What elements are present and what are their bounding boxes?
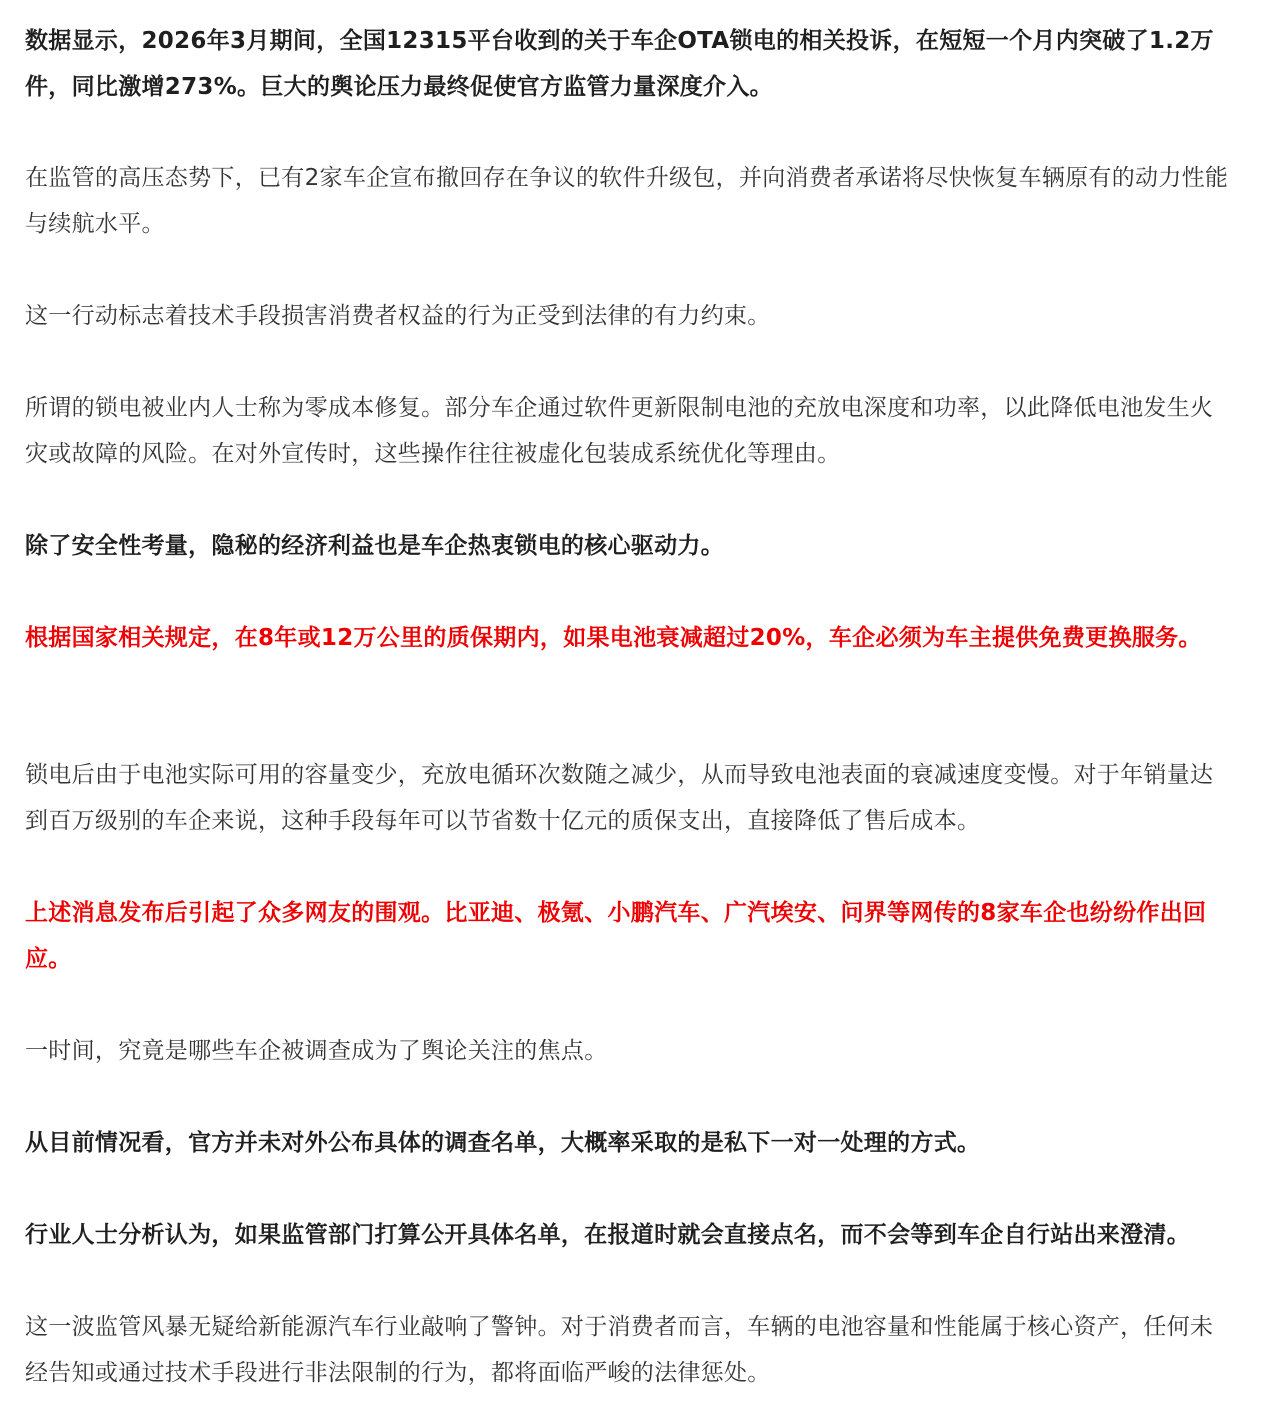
- paragraph-warranty-regulation: 根据国家相关规定，在8年或12万公里的质保期内，如果电池衰减超过20%，车企必须为车主提供免费更换服务。: [25, 625, 1202, 651]
- paragraph-investigation-list: 从目前情况看，官方并未对外公布具体的调查名单，大概率采取的是私下一对一处理的方式。: [25, 1130, 981, 1156]
- paragraph-conclusion: 这一波监管风暴无疑给新能源汽车行业敲响了警钟。对于消费者而言，车辆的电池容量和性能属于核心资产，任何未经告知或通过技术手段进行非法限制的行为，都将面临严峻的法律惩处。: [25, 1314, 1214, 1386]
- paragraph-complaint-statistics: 数据显示，2026年3月期间，全国12315平台收到的关于车企OTA锁电的相关投诉，在短短一个月内突破了1.2万件，同比激增273%。巨大的舆论压力最终促使官方监管力量深度介入。: [25, 28, 1214, 100]
- paragraph-lock-battery-explanation: 所谓的锁电被业内人士称为零成本修复。部分车企通过软件更新限制电池的充放电深度和功率，以此降低电池发生火灾或故障的风险。在对外宣传时，这些操作往往被虚化包装成系统优化等理由。: [25, 395, 1214, 467]
- paragraph-public-focus: 一时间，究竟是哪些车企被调查成为了舆论关注的焦点。: [25, 1038, 608, 1064]
- paragraph-automaker-responses: 上述消息发布后引起了众多网友的围观。比亚迪、极氪、小鹏汽车、广汽埃安、问界等网传的8家车企也纷纷作出回应。: [25, 900, 1207, 972]
- paragraph-industry-analysis: 行业人士分析认为，如果监管部门打算公开具体名单，在报道时就会直接点名，而不会等到车企自行站出来澄清。: [25, 1222, 1190, 1248]
- paragraph-economic-motive: 除了安全性考量，隐秘的经济利益也是车企热衷锁电的核心驱动力。: [25, 533, 724, 559]
- paragraph-legal-constraint: 这一行动标志着技术手段损害消费者权益的行为正受到法律的有力约束。: [25, 303, 771, 329]
- paragraph-software-recall: 在监管的高压态势下，已有2家车企宣布撤回存在争议的软件升级包，并向消费者承诺将尽快恢复车辆原有的动力性能与续航水平。: [25, 165, 1229, 237]
- paragraph-cost-savings: 锁电后由于电池实际可用的容量变少，充放电循环次数随之减少，从而导致电池表面的衰减速度变慢。对于年销量达到百万级别的车企来说，这种手段每年可以节省数十亿元的质保支出，直接降低了售后成本。: [25, 762, 1214, 834]
